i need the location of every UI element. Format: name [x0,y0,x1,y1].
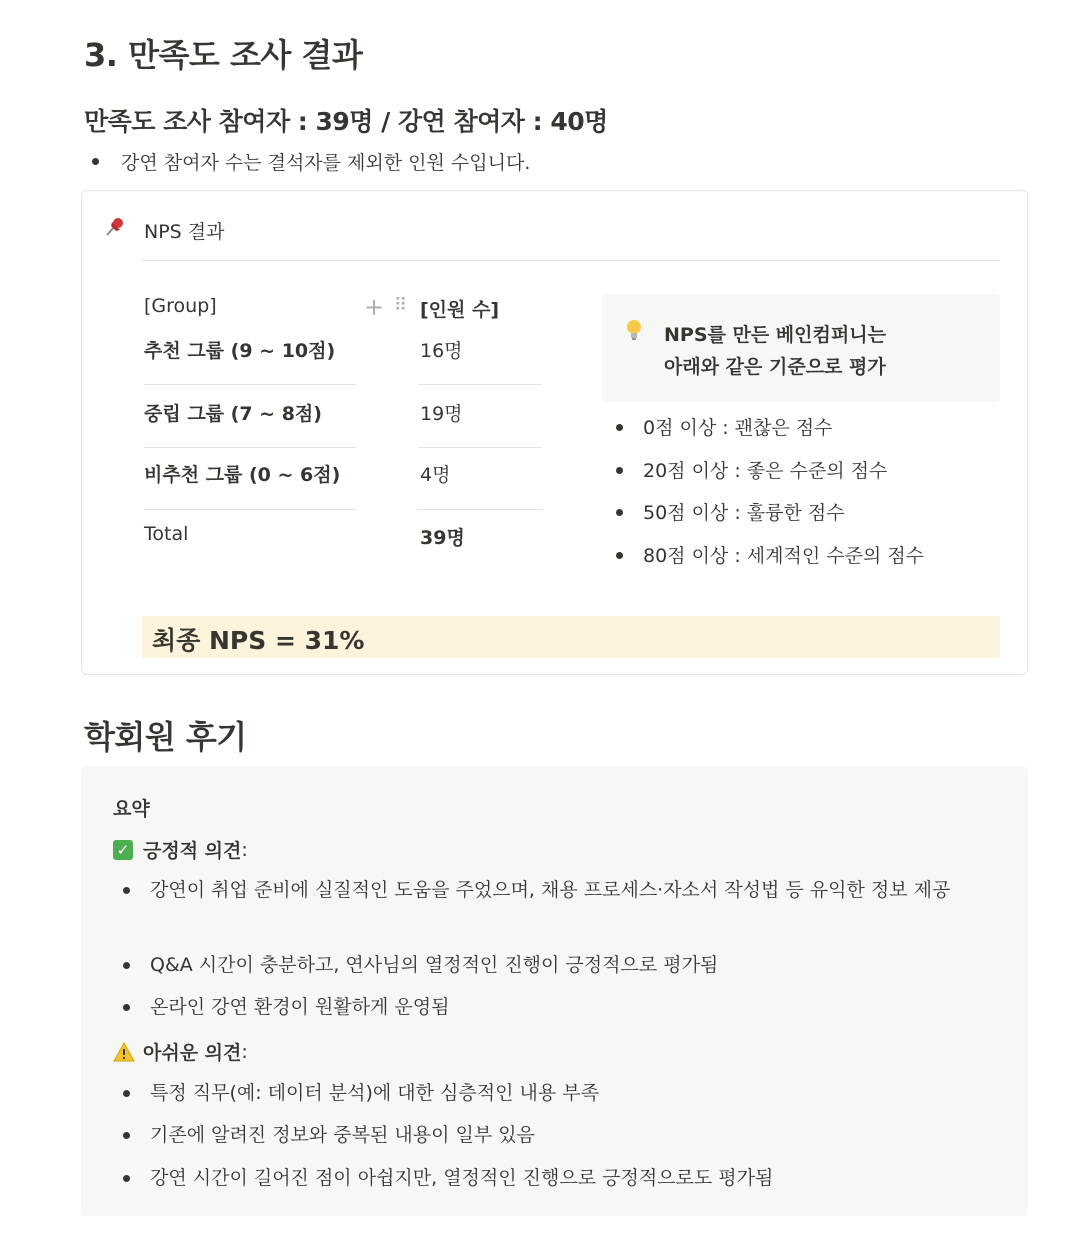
participants-note [92,148,530,175]
callout-divider [142,260,1000,261]
table-cell-count: 39명 [420,527,465,549]
negative-title: 아쉬운 의견 [143,1042,242,1064]
list-item [616,413,924,456]
summary-title: 요약 [113,798,150,820]
row-divider [144,509,356,510]
lightbulb-icon [624,318,644,347]
list-item [123,991,1003,1023]
table-cell-count: 19명 [420,403,463,425]
negative-item-text: 특정 직무(예: 데이터 분석)에 대한 심층적인 내용 부족 [150,1082,599,1104]
bullet-dot [123,1004,130,1011]
list-item [123,1077,1003,1109]
add-column-icon[interactable]: + [364,293,385,321]
bullet-dot [616,552,623,559]
positive-item-text: Q&A 시간이 충분하고, 연사님의 열정적인 진행이 긍정적으로 평가됨 [150,954,719,976]
participants-heading: 만족도 조사 참여자 : 39명 / 강연 참여자 : 40명 [84,107,608,136]
final-nps-text: 최종 NPS = 31% [152,626,365,655]
row-divider [418,509,542,510]
bullet-dot [123,1132,130,1139]
list-item [123,1162,1003,1194]
criteria-text: 0점 이상 : 괜찮은 점수 [643,417,833,439]
warning-icon [113,1042,135,1062]
positive-title: 긍정적 의견 [143,840,242,862]
bullet-dot [123,962,130,969]
nps-callout [81,190,1028,675]
list-item [616,498,924,541]
tip-line-1: NPS를 만든 베인컴퍼니는 [664,324,886,346]
negative-section-title [113,1038,248,1065]
list-item [123,1119,1003,1151]
tip-line-2: 아래와 같은 기준으로 평가 [664,356,886,378]
review-title: 학회원 후기 [84,718,247,756]
criteria-text: 80점 이상 : 세계적인 수준의 점수 [643,544,925,567]
bullet-dot [123,1175,130,1182]
table-cell-count: 16명 [420,340,463,362]
list-item [616,541,924,584]
nps-tip-callout [602,294,1000,402]
bullet-dot [123,1090,130,1097]
summary-callout [81,766,1028,1216]
section-title: 3. 만족도 조사 결과 [84,36,363,74]
positive-section-title [113,836,248,863]
bullet-dot [92,158,99,165]
negative-item-text: 강연 시간이 길어진 점이 아쉽지만, 열정적인 진행으로 긍정적으로도 평가됨 [150,1167,774,1189]
list-item [616,456,924,499]
table-cell-group: 비추천 그룹 (0 ~ 6점) [144,464,341,486]
pushpin-icon [104,216,126,243]
row-divider [144,384,356,385]
negative-suffix: : [241,1040,248,1063]
row-divider [144,447,356,448]
bullet-dot [616,424,623,431]
negative-item-text: 기존에 알려진 정보와 중복된 내용이 일부 있음 [150,1124,535,1146]
drag-handle-icon[interactable]: ⠿ [394,295,408,316]
criteria-text: 20점 이상 : 좋은 수준의 점수 [643,459,888,482]
criteria-text: 50점 이상 : 훌륭한 점수 [643,502,845,524]
table-cell-count: 4명 [420,464,451,486]
check-mark-icon: ✓ [113,840,133,860]
table-row[interactable] [144,333,544,395]
bullet-dot [123,887,130,894]
participants-note-text: 강연 참여자 수는 결석자를 제외한 인원 수입니다. [121,152,531,174]
bullet-dot [616,467,623,474]
positive-item-text: 강연이 취업 준비에 실질적인 도움을 주었으며, 채용 프로세스·자소서 작성법 등 유익한 정보 제공 [150,879,951,901]
table-row[interactable] [144,458,544,520]
tip-text [664,319,984,383]
row-divider [418,384,542,385]
table-row[interactable] [144,521,544,583]
list-item [123,949,1003,981]
positive-item-text: 온라인 강연 환경이 원활하게 운영됨 [150,996,450,1018]
table-header-count: [인원 수] [420,299,500,321]
table-cell-group: Total [144,523,189,545]
table-cell-group: 중립 그룹 (7 ~ 8점) [144,403,322,425]
row-divider [418,447,542,448]
nps-callout-title: NPS 결과 [144,221,225,243]
table-cell-group: 추천 그룹 (9 ~ 10점) [144,340,336,362]
bullet-dot [616,509,623,516]
table-header-group: [Group] [144,295,217,317]
list-item [123,874,1003,906]
table-row[interactable] [144,396,544,458]
positive-suffix: : [241,838,248,861]
nps-criteria-list [616,413,924,583]
final-nps-highlight [142,616,1000,658]
